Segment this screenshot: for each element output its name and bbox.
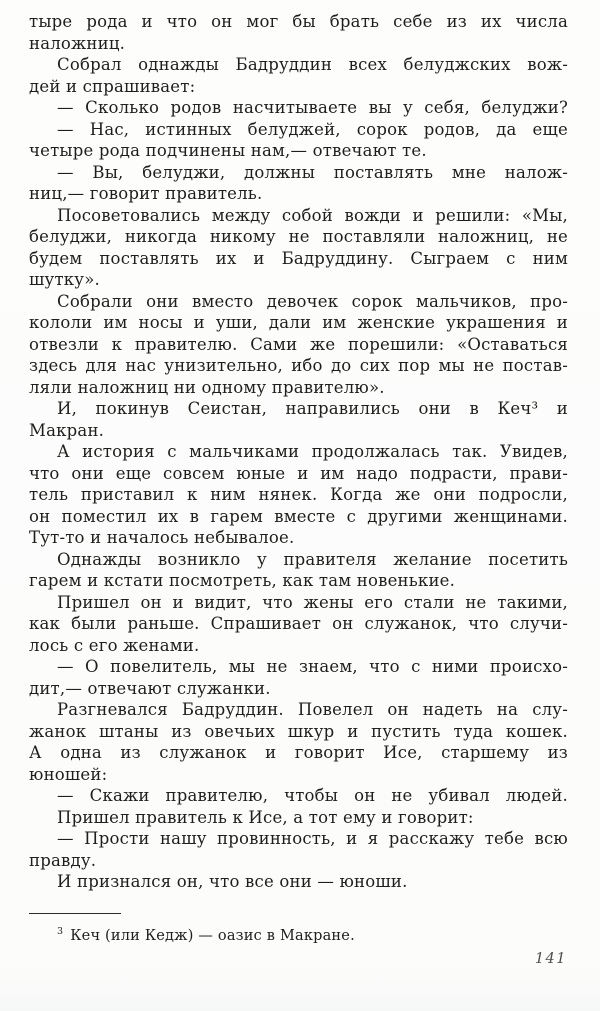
text-line: правду.	[29, 850, 97, 870]
paragraph	[29, 807, 568, 829]
text-line: А история с мальчиками продолжалась так. Увидев,	[57, 442, 568, 461]
text-line: юношей:	[29, 764, 108, 784]
text-line: Пришел он и видит, что жены его стали не такими,	[57, 592, 568, 612]
text-line: И, покинув Сеистан, направились они в Кеч³ и	[57, 399, 568, 418]
text-line: отвезли к правителю. Сами же порешили: «Оставаться	[29, 334, 568, 354]
footnote-separator	[29, 913, 121, 914]
paragraph	[29, 785, 568, 807]
page-number: 141	[534, 951, 567, 967]
text-line: А одна из служанок и говорит Исе, старшему из	[29, 743, 568, 762]
text-line: как были раньше. Спрашивает он служанок, что случи-	[29, 614, 568, 633]
paragraph	[29, 162, 568, 205]
text-line: Пришел правитель к Исе, а тот ему и говорит:	[57, 807, 474, 827]
text-line: — Прости нашу провинность, и я расскажу тебе всю	[57, 829, 568, 848]
footnote-text: Кеч (или Кедж) — оазис в Макране.	[70, 927, 355, 944]
text-line: тель приставил к ним нянек. Когда же они подросли,	[29, 485, 568, 504]
paragraph	[29, 828, 568, 871]
text-line: шутку».	[29, 270, 100, 289]
text-line: четыре рода подчинены нам,— отвечают те.	[29, 141, 427, 160]
footnote	[29, 922, 568, 946]
text-line: дит,— отвечают служанки.	[29, 678, 271, 698]
text-line: Разгневался Бадруддин. Повелел он надеть на слу-	[57, 700, 568, 719]
text-line: Посоветовались между собой вожди и решили: «Мы,	[57, 205, 568, 225]
paragraph	[29, 871, 568, 893]
paragraph	[29, 398, 568, 441]
text-line: лось с его женами.	[29, 635, 200, 655]
text-line: здесь для нас унизительно, ибо до сих пор мы не постав-	[29, 356, 568, 375]
footnote-marker: 3	[57, 926, 64, 937]
paragraph	[29, 699, 568, 785]
paragraph	[29, 291, 568, 399]
text-line: — Скажи правителю, чтобы он не убивал людей.	[57, 786, 568, 805]
text-line: гарем и кстати посмотреть, как там новенькие.	[29, 571, 456, 590]
text-line: Собрали они вместо девочек сорок мальчиков, про-	[57, 291, 568, 311]
text-line: — Нас, истинных белуджей, сорок родов, да еще	[57, 119, 568, 139]
text-line: он поместил их в гарем вместе с другими женщинами.	[29, 506, 568, 526]
text-block	[29, 11, 568, 893]
paragraph	[29, 97, 568, 119]
text-line: — Сколько родов насчитываете вы у себя, белуджи?	[57, 98, 568, 117]
text-line: кололи им носы и уши, дали им женские украшения и	[29, 313, 568, 332]
text-line: ниц,— говорит правитель.	[29, 184, 263, 203]
text-line: наложниц.	[29, 33, 126, 53]
text-line: — Вы, белуджи, должны поставлять мне налож-	[57, 162, 568, 182]
paragraph	[29, 656, 568, 699]
text-line: — О повелитель, мы не знаем, что с ними происхо-	[57, 657, 568, 676]
text-line: дей и спрашивает:	[29, 76, 196, 96]
text-line: белуджи, никогда никому не поставляли наложниц, не	[29, 227, 568, 246]
text-line: Собрал однажды Бадруддин всех белуджских вож-	[57, 55, 568, 74]
text-line: И признался он, что все они — юноши.	[57, 872, 408, 891]
text-line: будем поставлять их и Бадруддину. Сыграем с ним	[29, 248, 568, 268]
paragraph	[29, 11, 568, 54]
text-line: тыре рода и что он мог бы брать себе из их числа	[29, 12, 568, 31]
paragraph	[29, 205, 568, 291]
paragraph	[29, 441, 568, 549]
paragraph	[29, 119, 568, 162]
text-line: Макран.	[29, 420, 105, 440]
text-line: жанок штаны из овечьих шкур и пустить туда кошек.	[29, 721, 568, 741]
paragraph	[29, 549, 568, 592]
text-line: Однажды возникло у правителя желание посетить	[57, 549, 568, 569]
paragraph	[29, 54, 568, 97]
paragraph	[29, 592, 568, 657]
text-line: Тут-то и началось небывалое.	[29, 528, 295, 547]
text-line: ляли наложниц ни одному правителю».	[29, 377, 385, 397]
text-line: что они еще совсем юные и им надо подрасти, прави-	[29, 463, 568, 483]
